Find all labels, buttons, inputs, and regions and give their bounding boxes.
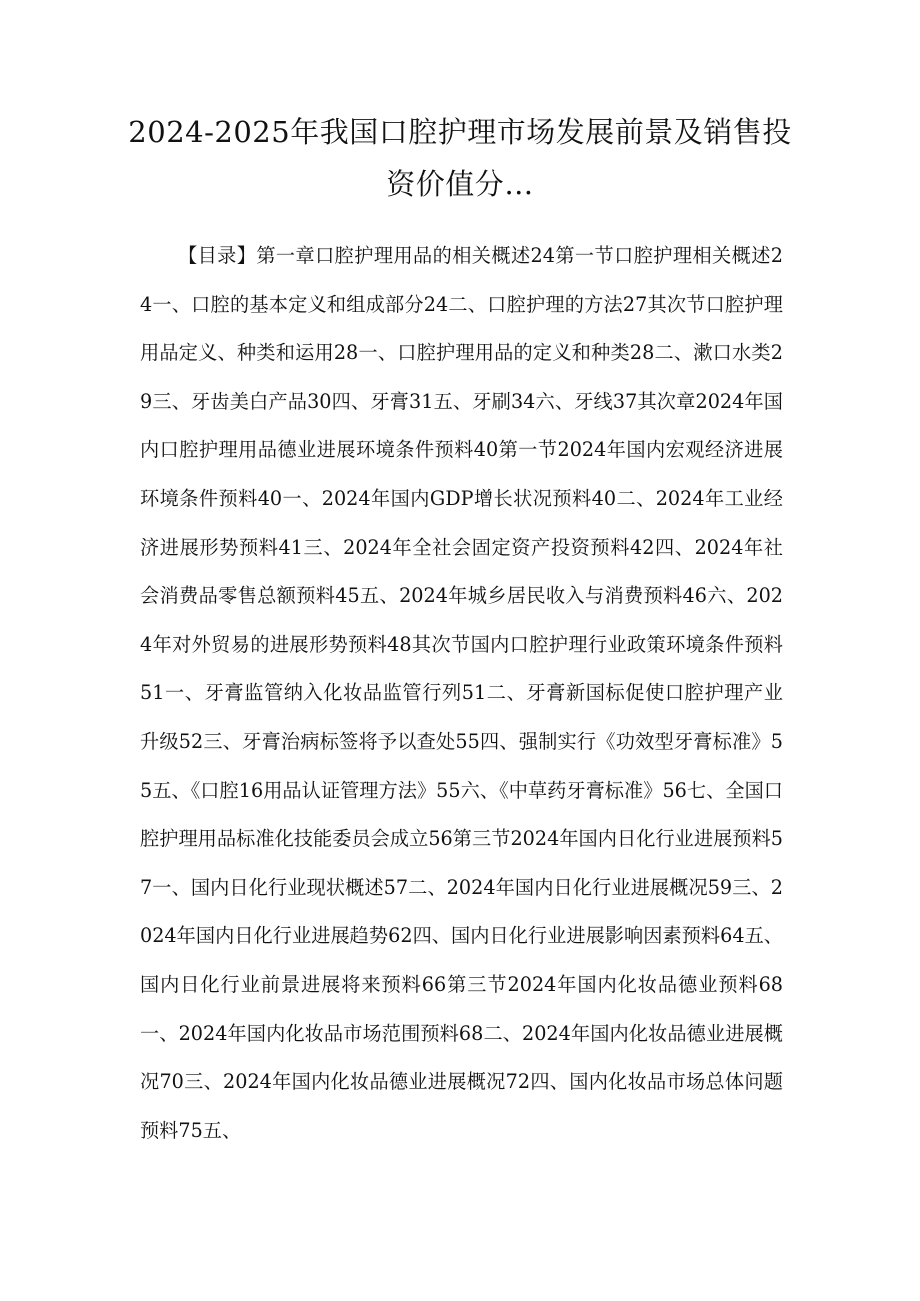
table-of-contents-paragraph: 【目录】第一章口腔护理用品的相关概述24第一节口腔护理相关概述24一、口腔的基本定义和组成部分24二、口腔护理的方法27其次节口腔护理用品定义、种类和运用28一、口腔护理用品的定义和种类28二、漱口水类29三、牙齿美白产品30四、牙膏31五、牙刷34六、牙线37其次章2024年国内口腔护理用品德业进展环境条件预料40第一节2024年国内宏观经济进展环境条件预料40一、2024年国内GDP增长状况预料40二、2024年工业经济进展形势预料41三、2024年全社会固定资产投资预料42四、2024年社会消费品零售总额预料45五、2024年城乡居民收入与消费预料46六、2024年对外贸易的进展形势预料48其次节国内口腔护理行业政策环境条件预料51一、牙膏监管纳入化妆品监管行列51二、牙膏新国标促使口腔护理产业升级52三、牙膏治病标签将予以查处55四、强制实行《功效型牙膏标准》55五、《口腔16用品认证管理方法》55六、《中草药牙膏标准》56七、全国口腔护理用品标准化技能委员会成立56第三节2024年国内日化行业进展预料57一、国内日化行业现状概述57二、2024年国内日化行业进展概况59三、2024年国内日化行业进展趋势62四、国内日化行业进展影响因素预料64五、国内日化行业前景进展将来预料66第三节2024年国内化妆品德业预料68一、2024年国内化妆品市场范围预料68二、2024年国内化妆品德业进展概况70三、2024年国内化妆品德业进展概况72四、国内化妆品市场总体问题预料75五、 bbox=[140, 244, 783, 1142]
document-title: 2024-2025年我国口腔护理市场发展前景及销售投资价值分… bbox=[128, 115, 792, 201]
